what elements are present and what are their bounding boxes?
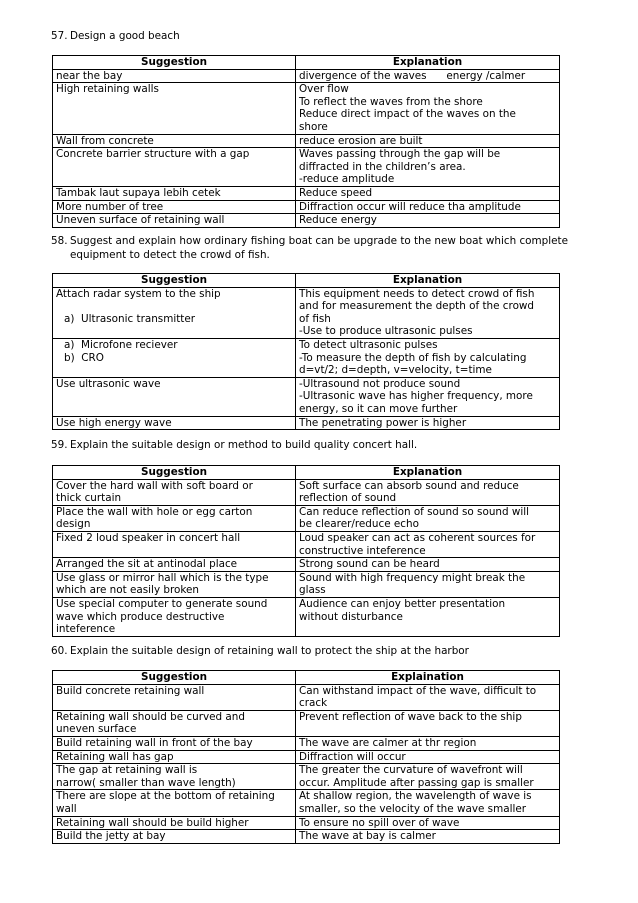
cell-line bbox=[56, 364, 292, 377]
table-row bbox=[53, 83, 560, 134]
suggestion-cell bbox=[53, 338, 296, 377]
cell-line: wave which produce destructive bbox=[56, 610, 225, 623]
question-text: Explain the suitable design or method to build quality concert hall. bbox=[70, 439, 418, 451]
cell-line: Diffraction occur will reduce tha amplitude bbox=[299, 200, 521, 213]
explanation-cell bbox=[296, 69, 560, 83]
table-row bbox=[53, 69, 560, 83]
cell-line: Sound with high frequency might break the bbox=[299, 571, 526, 584]
table-q58 bbox=[52, 273, 560, 430]
cell-line: Build retaining wall in front of the bay bbox=[56, 736, 253, 749]
cell-line: narrow( smaller than wave length) bbox=[56, 776, 236, 789]
header-explanation: Explanation bbox=[296, 274, 560, 288]
table-row bbox=[53, 134, 560, 148]
cell-line: Wall from concrete bbox=[56, 134, 154, 147]
table-row bbox=[53, 200, 560, 214]
explanation-cell bbox=[296, 764, 560, 790]
suggestion-cell bbox=[53, 287, 296, 338]
cell-line: Place the wall with hole or egg carton bbox=[56, 505, 253, 518]
table-row bbox=[53, 287, 560, 338]
table-row bbox=[53, 597, 560, 636]
explanation-cell bbox=[296, 750, 560, 764]
question-text-line2: equipment to detect the crowd of fish. bbox=[70, 249, 270, 261]
cell-line: wall bbox=[56, 802, 77, 815]
cell-line: which are not easily broken bbox=[56, 584, 200, 597]
table-q59 bbox=[52, 465, 560, 637]
cell-line: Diffraction will occur bbox=[299, 750, 406, 763]
cell-line: Prevent reflection of wave back to the ship bbox=[299, 710, 522, 723]
cell-line: To reflect the waves from the shore bbox=[299, 95, 483, 108]
explanation-cell bbox=[296, 684, 560, 710]
cell-line: Attach radar system to the ship bbox=[56, 287, 221, 300]
cell-line: Retaining wall has gap bbox=[56, 750, 174, 763]
cell-line: Reduce direct impact of the waves on the bbox=[299, 108, 516, 121]
explanation-cell bbox=[296, 790, 560, 816]
cell-line: -Use to produce ultrasonic pulses bbox=[299, 325, 473, 338]
table-row bbox=[53, 764, 560, 790]
table-row bbox=[53, 148, 560, 187]
cell-line: be clearer/reduce echo bbox=[299, 518, 419, 531]
explanation-cell bbox=[296, 505, 560, 531]
cell-line: shore bbox=[299, 120, 328, 133]
cell-line: The greater the curvature of wavefront will bbox=[299, 764, 523, 777]
question-57 bbox=[51, 29, 596, 43]
cell-line: There are slope at the bottom of retaining bbox=[56, 790, 275, 803]
cell-line: Use special computer to generate sound bbox=[56, 597, 268, 610]
cell-line: Fixed 2 loud speaker in concert hall bbox=[56, 531, 241, 544]
cell-line: Concrete barrier structure with a gap bbox=[56, 148, 250, 161]
explanation-cell bbox=[296, 338, 560, 377]
explanation-cell bbox=[296, 736, 560, 750]
header-suggestion: Suggestion bbox=[53, 274, 296, 288]
header-suggestion: Suggestion bbox=[53, 56, 296, 70]
suggestion-cell bbox=[53, 684, 296, 710]
suggestion-cell bbox=[53, 531, 296, 557]
table-row bbox=[53, 338, 560, 377]
explanation-cell bbox=[296, 83, 560, 134]
suggestion-cell bbox=[53, 148, 296, 187]
cell-line: Build the jetty at bay bbox=[56, 830, 166, 843]
suggestion-cell bbox=[53, 558, 296, 572]
cell-line: Reduce speed bbox=[299, 186, 373, 199]
cell-line: Waves passing through the gap will be bbox=[299, 148, 501, 161]
explanation-cell bbox=[296, 377, 560, 416]
cell-line: Loud speaker can act as coherent sources for bbox=[299, 531, 536, 544]
cell-line: -Ultrasound not produce sound bbox=[299, 377, 461, 390]
explanation-cell bbox=[296, 710, 560, 736]
cell-line: This equipment needs to detect crowd of fish bbox=[299, 287, 535, 300]
table-row bbox=[53, 571, 560, 597]
explanation-cell bbox=[296, 416, 560, 430]
question-text: Explain the suitable design of retaining wall to protect the ship at the harbor bbox=[70, 645, 469, 657]
suggestion-cell bbox=[53, 214, 296, 228]
cell-line: Over flow bbox=[299, 83, 349, 96]
suggestion-cell bbox=[53, 200, 296, 214]
table-row bbox=[53, 377, 560, 416]
cell-line: To ensure no spill over of wave bbox=[299, 816, 460, 829]
cell-line: Strong sound can be heard bbox=[299, 558, 440, 571]
table-row bbox=[53, 816, 560, 830]
cell-line: -Ultrasonic wave has higher frequency, more bbox=[299, 390, 533, 403]
cell-line: Use ultrasonic wave bbox=[56, 377, 161, 390]
header-explanation: Explanation bbox=[296, 466, 560, 480]
cell-line: More number of tree bbox=[56, 200, 164, 213]
cell-line: Audience can enjoy better presentation bbox=[299, 597, 506, 610]
cell-line: Retaining wall should be curved and bbox=[56, 710, 245, 723]
table-row bbox=[53, 750, 560, 764]
explanation-cell bbox=[296, 214, 560, 228]
explanation-cell bbox=[296, 597, 560, 636]
explanation-cell bbox=[296, 816, 560, 830]
cell-line: glass bbox=[299, 584, 326, 597]
cell-line: crack bbox=[299, 697, 328, 710]
cell-line: At shallow region, the wavelength of wave is bbox=[299, 790, 532, 803]
explanation-cell bbox=[296, 531, 560, 557]
cell-line: Reduce energy bbox=[299, 214, 377, 227]
cell-line: d=vt/2; d=depth, v=velocity, t=time bbox=[299, 364, 492, 377]
table-row bbox=[53, 479, 560, 505]
table-row bbox=[53, 186, 560, 200]
suggestion-cell bbox=[53, 571, 296, 597]
suggestion-cell bbox=[53, 83, 296, 134]
explanation-cell bbox=[296, 571, 560, 597]
suggestion-cell bbox=[53, 505, 296, 531]
explanation-cell bbox=[296, 558, 560, 572]
cell-line: Use high energy wave bbox=[56, 416, 172, 429]
header-suggestion: Suggestion bbox=[53, 466, 296, 480]
table-q60 bbox=[52, 670, 560, 844]
cell-line: Use glass or mirror hall which is the type bbox=[56, 571, 269, 584]
header-suggestion: Suggestion bbox=[53, 671, 296, 685]
cell-line: a) Microfone reciever bbox=[64, 338, 178, 351]
table-header-row bbox=[53, 56, 560, 70]
cell-line: Uneven surface of retaining wall bbox=[56, 214, 225, 227]
question-number: 59. bbox=[51, 439, 68, 451]
header-explanation: Explaination bbox=[296, 671, 560, 685]
cell-line: near the bay bbox=[56, 69, 123, 82]
cell-line: smaller, so the velocity of the wave smaller bbox=[299, 802, 527, 815]
cell-line: constructive inteference bbox=[299, 544, 426, 557]
cell-line bbox=[56, 300, 292, 313]
cell-line: The wave at bay is calmer bbox=[299, 830, 436, 843]
suggestion-cell bbox=[53, 479, 296, 505]
suggestion-cell bbox=[53, 710, 296, 736]
table-row bbox=[53, 416, 560, 430]
table-row bbox=[53, 531, 560, 557]
cell-line: diffracted in the children’s area. bbox=[299, 160, 466, 173]
question-number: 57. bbox=[51, 30, 68, 42]
table-q57 bbox=[52, 55, 560, 228]
cell-line: Build concrete retaining wall bbox=[56, 684, 205, 697]
cell-line: occur. Amplitude after passing gap is smaller bbox=[299, 776, 534, 789]
cell-line: Can withstand impact of the wave, difficult to bbox=[299, 684, 537, 697]
suggestion-cell bbox=[53, 186, 296, 200]
cell-line: -To measure the depth of fish by calculating bbox=[299, 351, 527, 364]
cell-line: Retaining wall should be build higher bbox=[56, 816, 249, 829]
suggestion-cell bbox=[53, 134, 296, 148]
suggestion-cell bbox=[53, 830, 296, 844]
table-row bbox=[53, 214, 560, 228]
table-row bbox=[53, 558, 560, 572]
cell-line: b) CRO bbox=[64, 351, 104, 364]
cell-line: High retaining walls bbox=[56, 83, 159, 96]
suggestion-cell bbox=[53, 69, 296, 83]
question-60 bbox=[51, 644, 596, 658]
explanation-cell bbox=[296, 287, 560, 338]
cell-line: divergence of the waves energy /calmer bbox=[299, 69, 526, 82]
cell-line: Tambak laut supaya lebih cetek bbox=[56, 186, 221, 199]
suggestion-cell bbox=[53, 736, 296, 750]
explanation-cell bbox=[296, 186, 560, 200]
cell-line: thick curtain bbox=[56, 492, 122, 505]
question-59 bbox=[51, 438, 596, 452]
cell-line: Can reduce reflection of sound so sound will bbox=[299, 505, 530, 518]
suggestion-cell bbox=[53, 597, 296, 636]
cell-line: The penetrating power is higher bbox=[299, 416, 467, 429]
explanation-cell bbox=[296, 479, 560, 505]
question-58 bbox=[51, 234, 596, 262]
table-header-row bbox=[53, 671, 560, 685]
table-row bbox=[53, 830, 560, 844]
table-row bbox=[53, 736, 560, 750]
cell-line: reduce erosion are built bbox=[299, 134, 423, 147]
header-explanation: Explanation bbox=[296, 56, 560, 70]
question-text: Design a good beach bbox=[70, 30, 180, 42]
explanation-cell bbox=[296, 134, 560, 148]
cell-line: -reduce amplitude bbox=[299, 173, 395, 186]
suggestion-cell bbox=[53, 764, 296, 790]
question-number: 60. bbox=[51, 645, 68, 657]
cell-line: without disturbance bbox=[299, 610, 403, 623]
cell-line: design bbox=[56, 518, 91, 531]
cell-line: reflection of sound bbox=[299, 492, 397, 505]
suggestion-cell bbox=[53, 750, 296, 764]
explanation-cell bbox=[296, 830, 560, 844]
suggestion-cell bbox=[53, 790, 296, 816]
table-header-row bbox=[53, 274, 560, 288]
cell-line bbox=[56, 325, 292, 338]
explanation-cell bbox=[296, 200, 560, 214]
cell-line: uneven surface bbox=[56, 723, 137, 736]
suggestion-cell bbox=[53, 816, 296, 830]
question-number: 58. bbox=[51, 235, 68, 247]
question-text-line1: Suggest and explain how ordinary fishing boat can be upgrade to the new boat which complete bbox=[70, 235, 568, 247]
cell-line: Arranged the sit at antinodal place bbox=[56, 558, 238, 571]
table-row bbox=[53, 505, 560, 531]
cell-line: a) Ultrasonic transmitter bbox=[64, 312, 196, 325]
cell-line: and for measurement the depth of the crowd bbox=[299, 300, 535, 313]
cell-line: Soft surface can absorb sound and reduce bbox=[299, 479, 519, 492]
cell-line: of fish bbox=[299, 312, 331, 325]
cell-line: To detect ultrasonic pulses bbox=[299, 338, 438, 351]
table-header-row bbox=[53, 466, 560, 480]
cell-line: inteference bbox=[56, 623, 116, 636]
cell-line: energy, so it can move further bbox=[299, 402, 458, 415]
table-row bbox=[53, 790, 560, 816]
suggestion-cell bbox=[53, 416, 296, 430]
cell-line: The gap at retaining wall is bbox=[56, 764, 198, 777]
table-row bbox=[53, 710, 560, 736]
explanation-cell bbox=[296, 148, 560, 187]
cell-line: The wave are calmer at thr region bbox=[299, 736, 477, 749]
cell-line: Cover the hard wall with soft board or bbox=[56, 479, 253, 492]
suggestion-cell bbox=[53, 377, 296, 416]
table-row bbox=[53, 684, 560, 710]
